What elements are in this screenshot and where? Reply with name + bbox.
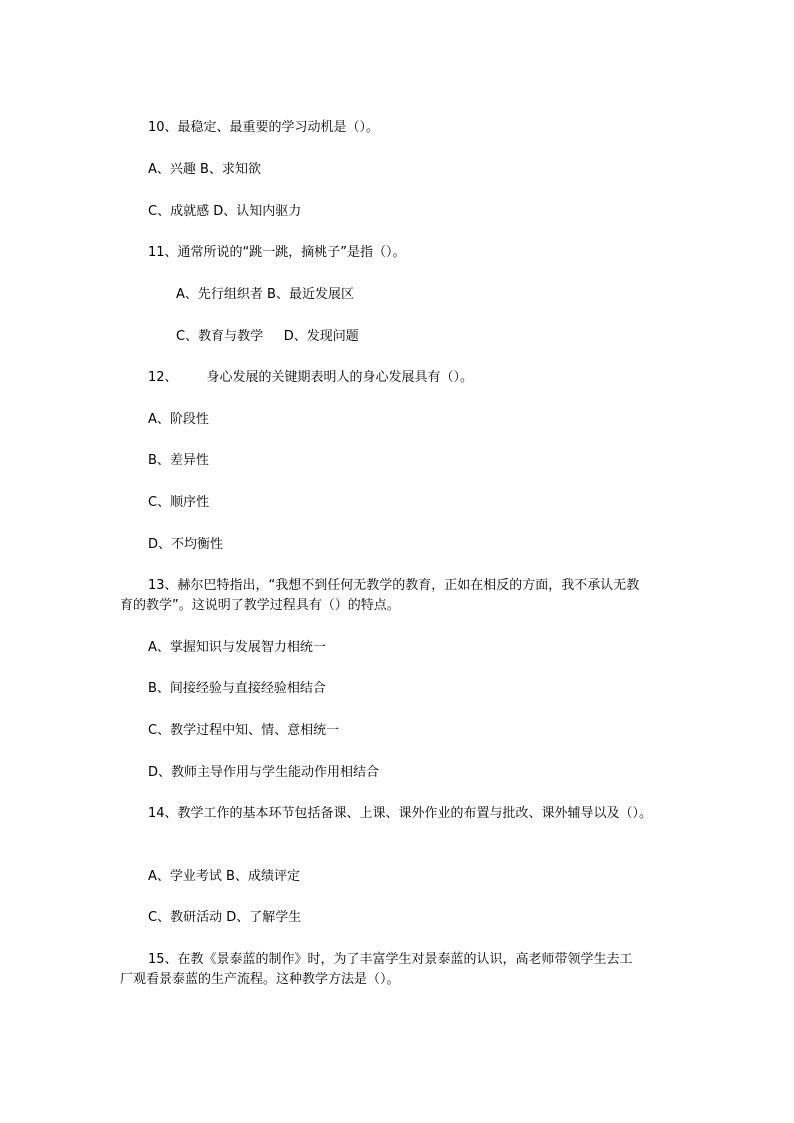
question-14: 14、教学工作的基本环节包括备课、上课、课外作业的布置与批改、课外辅导以及（）。 — [148, 806, 653, 821]
question-14-options-ab: A、学业考试 B、成绩评定 — [148, 869, 300, 884]
question-13-option-a: A、掌握知识与发展智力相统一 — [148, 640, 326, 655]
question-12: 12、 身心发展的关键期表明人的身心发展具有（）。 — [148, 370, 473, 385]
question-10: 10、最稳定、最重要的学习动机是（）。 — [148, 120, 380, 135]
question-11-options-ab: A、先行组织者 B、最近发展区 — [176, 287, 354, 302]
question-13: 13、赫尔巴特指出，“我想不到任何无教学的教育，正如在相反的方面，我不承认无教 — [148, 578, 640, 593]
question-12-option-d: D、不均衡性 — [148, 537, 224, 552]
question-12-option-c: C、顺序性 — [148, 495, 210, 510]
question-13-option-d: D、教师主导作用与学生能动作用相结合 — [148, 765, 380, 780]
question-12-option-a: A、阶段性 — [148, 412, 209, 427]
question-15-continued: 厂观看景泰蓝的生产流程。这种教学方法是（）。 — [120, 972, 400, 987]
question-11: 11、通常所说的“跳一跳，摘桃子”是指（）。 — [148, 245, 406, 260]
question-11-options-cd: C、教育与教学 D、发现问题 — [176, 329, 359, 344]
question-12-option-b: B、差异性 — [148, 453, 209, 468]
question-14-options-cd: C、教研活动 D、了解学生 — [148, 910, 302, 925]
question-10-options-cd: C、成就感 D、认知内驱力 — [148, 204, 302, 219]
question-13-continued: 育的教学”。这说明了教学过程具有（）的特点。 — [120, 598, 400, 613]
question-15: 15、在教《景泰蓝的制作》时，为了丰富学生对景泰蓝的认识，高老师带领学生去工 — [148, 952, 633, 967]
question-10-options-ab: A、兴趣 B、求知欲 — [148, 162, 261, 177]
question-13-option-b: B、间接经验与直接经验相结合 — [148, 681, 326, 696]
question-13-option-c: C、教学过程中知、情、意相统一 — [148, 723, 340, 738]
